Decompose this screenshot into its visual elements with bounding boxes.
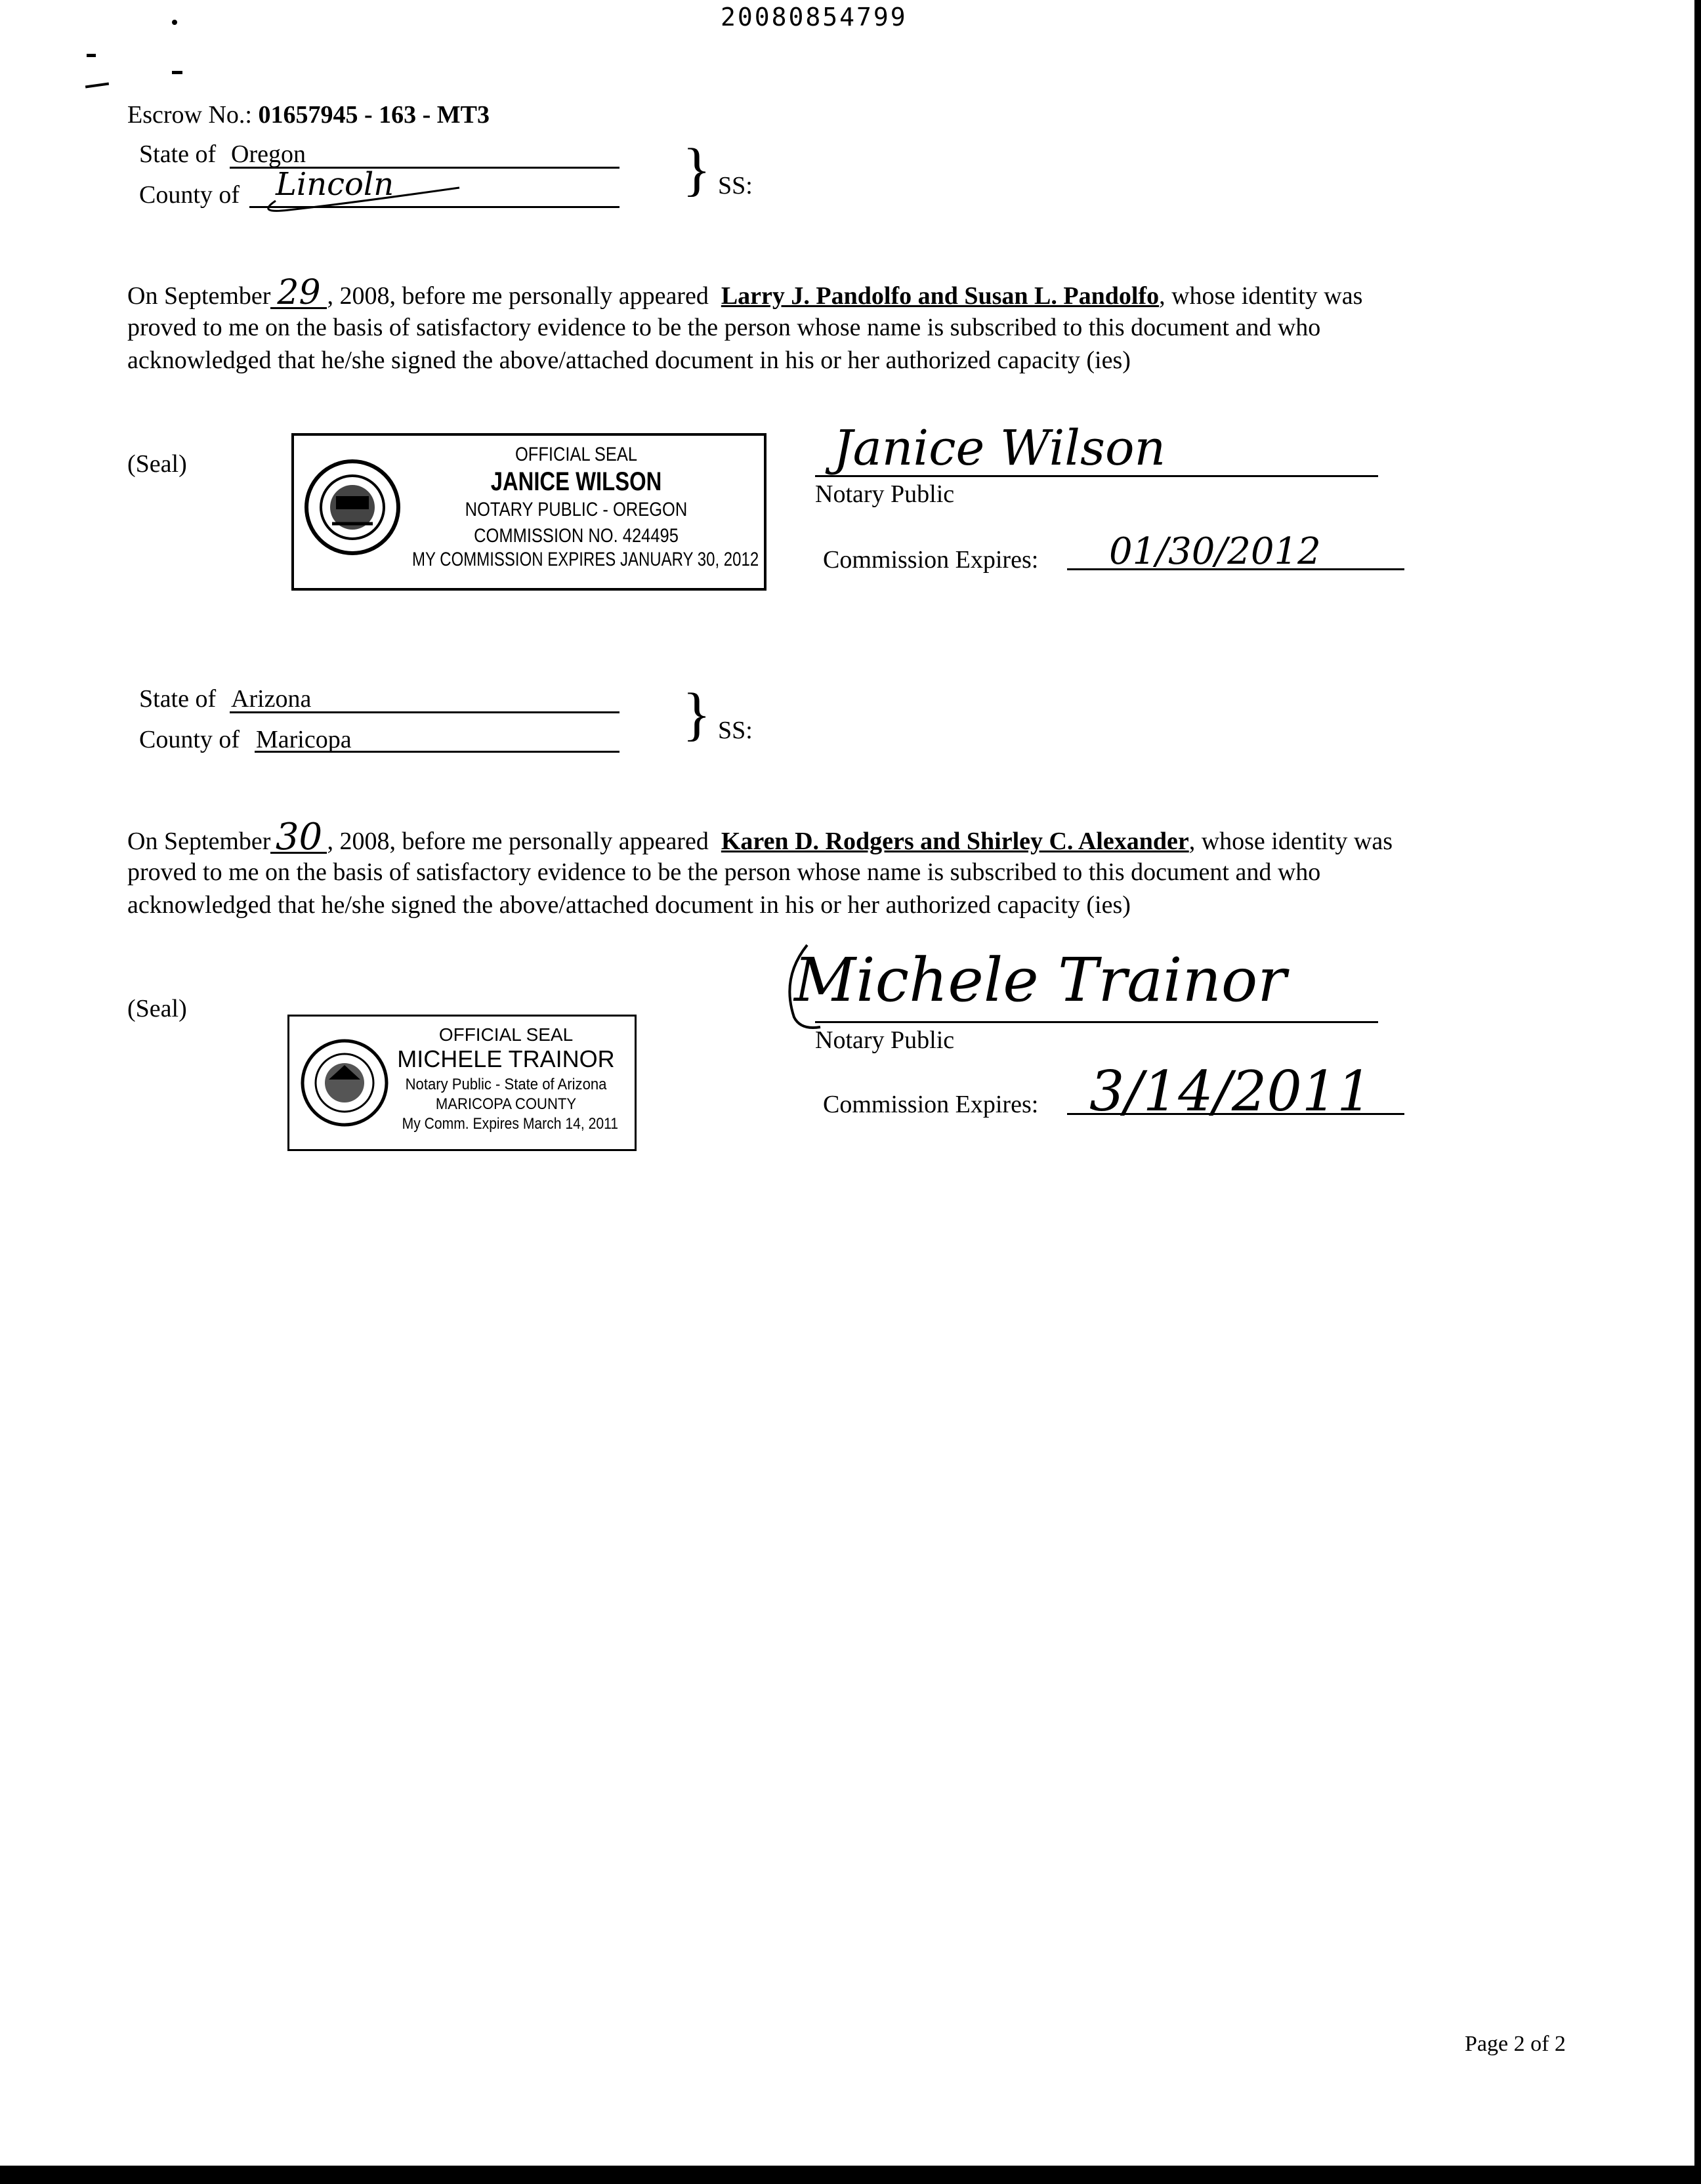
ack-line-2: proved to me on the basis of satisfactory evidence to be the person whose name is subscribed to this document and who xyxy=(127,314,1321,341)
brace: } xyxy=(682,682,711,747)
scan-edge-bottom xyxy=(0,2166,1701,2184)
stamp-line-5: My Comm. Expires March 14, 2011 xyxy=(402,1115,619,1133)
oregon-state-seal-icon xyxy=(303,445,402,576)
escrow-label: Escrow No.: xyxy=(127,101,252,129)
scan-edge-right xyxy=(1694,0,1701,2184)
signature-line-1 xyxy=(815,475,1378,477)
appeared-persons: Larry J. Pandolfo and Susan L. Pandolfo xyxy=(721,282,1160,310)
stamp-line-3: NOTARY PUBLIC - OREGON xyxy=(465,499,688,520)
ack-line-1 xyxy=(127,816,1393,858)
document-number: 20080854799 xyxy=(721,3,908,32)
scan-speck xyxy=(85,83,109,89)
ack-prefix: On September xyxy=(127,282,271,310)
signature-line-2 xyxy=(815,1021,1378,1023)
stamp-line-2: MICHELE TRAINOR xyxy=(397,1045,615,1072)
ack-mid: , 2008, before me personally appeared xyxy=(327,282,709,310)
ack-line-1 xyxy=(127,273,1363,312)
county-label: County of xyxy=(139,181,240,209)
state-label: State of xyxy=(139,140,217,168)
stamp-line-1: OFFICIAL SEAL xyxy=(514,444,638,465)
county-line xyxy=(249,206,620,208)
ack-suffix: , whose identity was xyxy=(1188,828,1393,855)
notary-signature-2: Michele Trainor xyxy=(794,945,1287,1015)
state-line xyxy=(230,711,620,713)
page-number: Page 2 of 2 xyxy=(1465,2032,1566,2056)
commission-value-handwritten: 01/30/2012 xyxy=(1109,530,1321,573)
day-handwritten: 30 xyxy=(270,823,327,854)
commission-line-1 xyxy=(1067,568,1404,570)
state-label: State of xyxy=(139,685,217,713)
state-value: Oregon xyxy=(231,140,306,168)
notary-signature-1: Janice Wilson xyxy=(833,420,1166,476)
brace: } xyxy=(682,137,711,202)
escrow-number: 01657945 - 163 - MT3 xyxy=(258,101,490,129)
ack-prefix: On September xyxy=(127,828,271,855)
county-value-handwritten: Lincoln xyxy=(276,166,394,203)
notary-public-label: Notary Public xyxy=(815,1026,955,1054)
arizona-state-seal-icon xyxy=(299,1034,390,1132)
ss-label: SS: xyxy=(718,717,753,744)
ack-line-3: acknowledged that he/she signed the above/attached document in his or her authorized capacity (ies) xyxy=(127,891,1131,919)
stamp-line-1: OFFICIAL SEAL xyxy=(438,1024,574,1045)
commission-label: Commission Expires: xyxy=(823,1091,1039,1118)
commission-value-handwritten: 3/14/2011 xyxy=(1089,1059,1372,1124)
county-line xyxy=(255,751,620,753)
county-label: County of xyxy=(139,726,240,753)
state-value: Arizona xyxy=(231,685,312,713)
appeared-persons: Karen D. Rodgers and Shirley C. Alexander xyxy=(721,828,1189,855)
ack-suffix: , whose identity was xyxy=(1159,282,1363,310)
escrow-line xyxy=(127,98,490,131)
notary-public-label: Notary Public xyxy=(815,480,955,508)
scan-speck xyxy=(87,54,96,57)
commission-line-2 xyxy=(1067,1113,1404,1115)
stamp-line-5: MY COMMISSION EXPIRES JANUARY 30, 2012 xyxy=(412,549,759,570)
seal-label: (Seal) xyxy=(127,450,187,478)
county-value: Maricopa xyxy=(256,726,352,753)
scan-speck xyxy=(172,20,177,25)
notary-stamp-oregon xyxy=(291,433,766,591)
stamp-line-3: Notary Public - State of Arizona xyxy=(405,1076,607,1093)
stamp-line-2: JANICE WILSON xyxy=(490,467,662,496)
seal-label: (Seal) xyxy=(127,995,187,1022)
notary-stamp-arizona xyxy=(287,1015,637,1151)
county-flourish xyxy=(249,168,486,220)
stamp-line-4: COMMISSION NO. 424495 xyxy=(474,525,679,547)
ack-line-2: proved to me on the basis of satisfactory evidence to be the person whose name is subscribed to this document and who xyxy=(127,858,1321,886)
ss-label: SS: xyxy=(718,172,753,200)
stamp-line-4: MARICOPA COUNTY xyxy=(435,1095,577,1113)
day-handwritten: 29 xyxy=(270,278,327,309)
scan-speck xyxy=(172,71,182,74)
ack-line-3: acknowledged that he/she signed the above/attached document in his or her authorized capacity (ies) xyxy=(127,346,1131,374)
ack-mid: , 2008, before me personally appeared xyxy=(327,828,709,855)
commission-label: Commission Expires: xyxy=(823,546,1039,574)
